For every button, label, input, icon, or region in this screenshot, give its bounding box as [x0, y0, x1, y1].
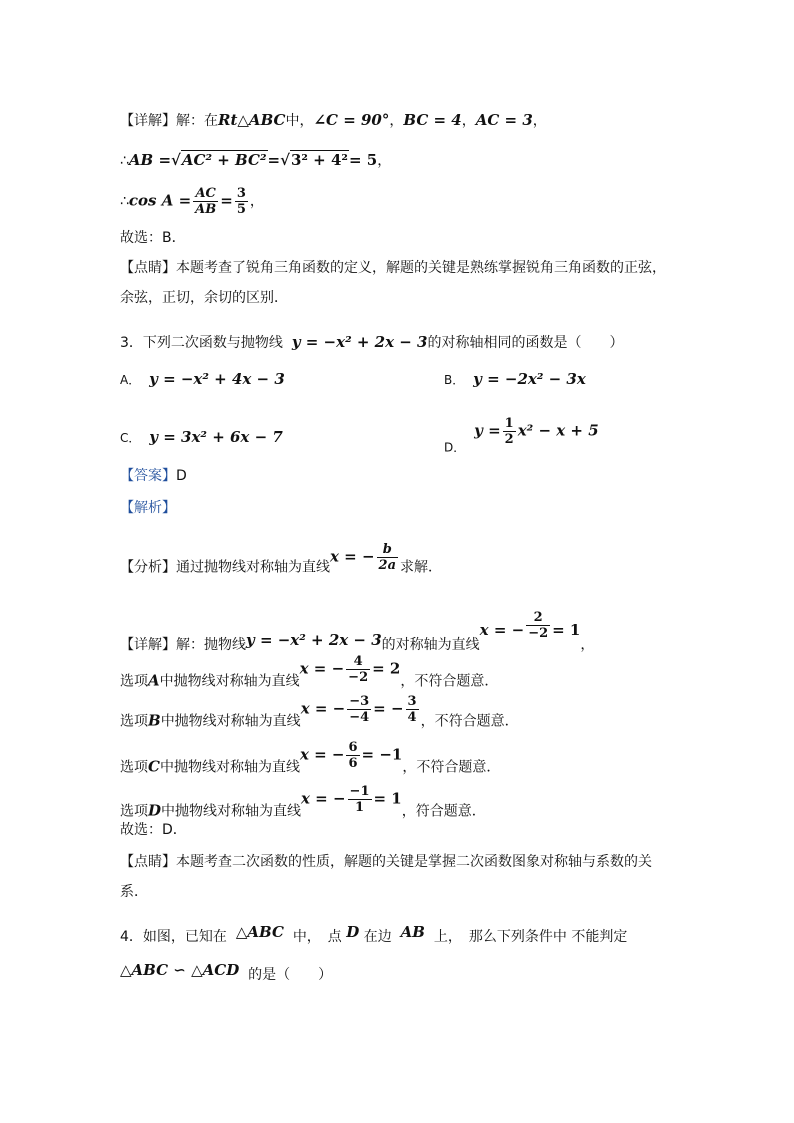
result: = 1 — [373, 789, 402, 808]
option-label: C． — [120, 431, 141, 445]
comment-2-line-2: 系． — [120, 884, 148, 900]
detail-text: 的对称轴为直线 — [381, 637, 480, 653]
denominator: 4 — [407, 710, 417, 725]
question-text: 4．如图，已知在 — [120, 929, 227, 945]
analysis-text: 求解． — [400, 559, 442, 576]
fraction — [406, 694, 419, 725]
eq-sign: = — [220, 191, 233, 210]
text: 中抛物线对称轴为直线 — [161, 803, 302, 820]
text: 中抛物线对称轴为直线 — [159, 673, 300, 690]
option-letter: A — [148, 671, 160, 690]
option-label: A． — [120, 373, 141, 387]
numerator: 3 — [407, 694, 417, 709]
question-4-line-1 — [120, 922, 627, 947]
answer-line — [120, 466, 187, 486]
point-label: D — [346, 923, 360, 941]
text: ，不符合题意． — [402, 759, 501, 776]
option-check-a — [120, 654, 498, 692]
text: 中抛物线对称轴为直线 — [159, 759, 300, 776]
denominator: AB — [195, 202, 217, 217]
result: = 1 — [552, 621, 581, 639]
text: 中， — [285, 113, 314, 129]
side-label: AB — [400, 923, 425, 941]
option-c — [120, 428, 283, 446]
option-equation: y = −x² + 4x − 3 — [149, 370, 285, 388]
triangle-expr: △ABC — [235, 923, 284, 941]
option-equation: x² − x + 5 — [517, 421, 599, 440]
result: = 5 — [348, 151, 378, 169]
question-text: 在边 — [363, 929, 392, 945]
root-expr-1: AC² + BC² — [181, 151, 267, 169]
denominator: 6 — [348, 756, 358, 771]
numerator: 6 — [348, 740, 358, 755]
numerator: AC — [193, 186, 218, 202]
numerator: 4 — [346, 654, 370, 670]
bc-expr: BC = 4 — [403, 111, 462, 129]
x-expr: x = − — [299, 659, 345, 678]
denominator: 5 — [236, 202, 246, 217]
denominator: −4 — [349, 710, 370, 725]
fraction — [346, 654, 370, 685]
text: ， — [532, 113, 547, 129]
text: ， — [249, 193, 264, 210]
similarity-expr: △ABC ∽ △ACD — [120, 961, 240, 979]
text: 选项 — [120, 759, 148, 776]
x-expr: x = − — [479, 621, 525, 639]
denominator: 2 — [504, 432, 514, 447]
question-text: 的是（ ） — [248, 967, 333, 983]
therefore-symbol: ∴ — [120, 193, 129, 210]
x-expr: x = − — [299, 745, 345, 764]
eq-sign: = — [267, 151, 281, 169]
option-label: D． — [444, 440, 466, 455]
text: ，不符合题意． — [420, 713, 519, 730]
option-label: B． — [444, 373, 465, 387]
x-expr: x = − — [300, 699, 346, 718]
fraction — [347, 694, 371, 725]
parabola-equation: y = −x² + 2x − 3 — [291, 333, 428, 351]
fraction — [235, 186, 248, 217]
numerator: 1 — [504, 416, 514, 431]
x-expr: x = − — [301, 789, 346, 808]
numerator: b — [377, 542, 398, 558]
fraction — [526, 610, 550, 641]
denominator: −2 — [528, 626, 549, 641]
result: = 2 — [372, 659, 401, 678]
fraction — [193, 186, 218, 217]
option-check-c — [120, 740, 500, 778]
question-text: 中， 点 — [292, 929, 342, 945]
denominator: −2 — [348, 670, 369, 685]
choose-line-2: 故选：D． — [120, 822, 187, 838]
option-d — [444, 416, 599, 456]
detail-label: 【详解】解：抛物线 — [120, 637, 246, 653]
text: 选项 — [120, 673, 148, 690]
root-expr-2: 3² + 4² — [290, 151, 348, 169]
denominator: 1 — [355, 800, 365, 815]
comment-2-line-1: 【点睛】本题考查二次函数的性质，解题的关键是掌握二次函数图象对称轴与系数的关 — [120, 854, 652, 870]
numerator: 2 — [526, 610, 550, 626]
question-3 — [120, 332, 623, 353]
cos-line — [120, 186, 264, 217]
ab-line — [120, 150, 391, 171]
question-4-line-2 — [120, 960, 332, 985]
ac-expr: AC = 3 — [475, 111, 533, 129]
analysis-line — [120, 542, 442, 578]
text: 选项 — [120, 803, 148, 820]
analysis-label: 【解析】 — [120, 500, 176, 516]
sqrt-symbol: √ — [280, 151, 290, 169]
question-text: 上， 那么下列条件中 不能判定 — [433, 929, 628, 945]
x-expr: x = − — [330, 547, 375, 566]
answer-value: D — [176, 468, 187, 484]
option-letter: B — [148, 711, 161, 730]
question-text: 3．下列二次函数与抛物线 — [120, 335, 283, 351]
text: 中抛物线对称轴为直线 — [160, 713, 301, 730]
numerator: 3 — [236, 186, 246, 201]
detail-line-1 — [120, 110, 547, 131]
option-letter: D — [148, 801, 162, 820]
result: = −1 — [361, 745, 403, 764]
fraction — [377, 542, 398, 573]
detail-line-2 — [120, 610, 594, 655]
text: ，不符合题意． — [400, 673, 499, 690]
question-text: 的对称轴相同的函数是（ ） — [427, 335, 624, 351]
cos-lhs: cos A = — [128, 191, 192, 210]
text: ， — [389, 113, 404, 129]
angle-expr: ∠C = 90° — [313, 111, 390, 129]
option-b — [444, 370, 586, 388]
option-equation: y = — [474, 421, 501, 440]
fraction — [348, 784, 372, 815]
parabola-equation: y = −x² + 2x − 3 — [246, 631, 382, 649]
text: ， — [461, 113, 476, 129]
option-letter: C — [148, 757, 160, 776]
denominator: 2a — [378, 558, 396, 573]
result: = − — [373, 699, 404, 718]
option-equation: y = 3x² + 6x − 7 — [149, 428, 283, 446]
text: ， — [377, 153, 392, 169]
option-equation: y = −2x² − 3x — [473, 370, 586, 388]
numerator: −1 — [349, 784, 370, 799]
option-a — [120, 370, 285, 388]
option-check-d — [120, 784, 486, 822]
option-check-b — [120, 694, 519, 732]
comment-1-line-2: 余弦，正切，余切的区别． — [120, 290, 288, 306]
fraction — [503, 416, 516, 447]
ab-lhs: AB = — [128, 151, 172, 169]
text: 选项 — [120, 713, 148, 730]
therefore-symbol: ∴ — [120, 153, 129, 169]
fraction — [346, 740, 359, 771]
text: ，符合题意． — [401, 803, 486, 820]
triangle-expr: Rt△ABC — [218, 111, 286, 129]
numerator: −3 — [349, 694, 370, 709]
sqrt-symbol: √ — [171, 151, 181, 169]
choose-line-1: 故选：B． — [120, 230, 186, 246]
detail-label: 【详解】解：在 — [120, 113, 218, 129]
text: ， — [580, 637, 595, 653]
comment-1-line-1: 【点睛】本题考查了锐角三角函数的定义，解题的关键是熟练掌握锐角三角函数的正弦， — [120, 260, 666, 276]
answer-label: 【答案】 — [120, 468, 176, 484]
analysis-text: 【分析】通过抛物线对称轴为直线 — [120, 559, 330, 576]
